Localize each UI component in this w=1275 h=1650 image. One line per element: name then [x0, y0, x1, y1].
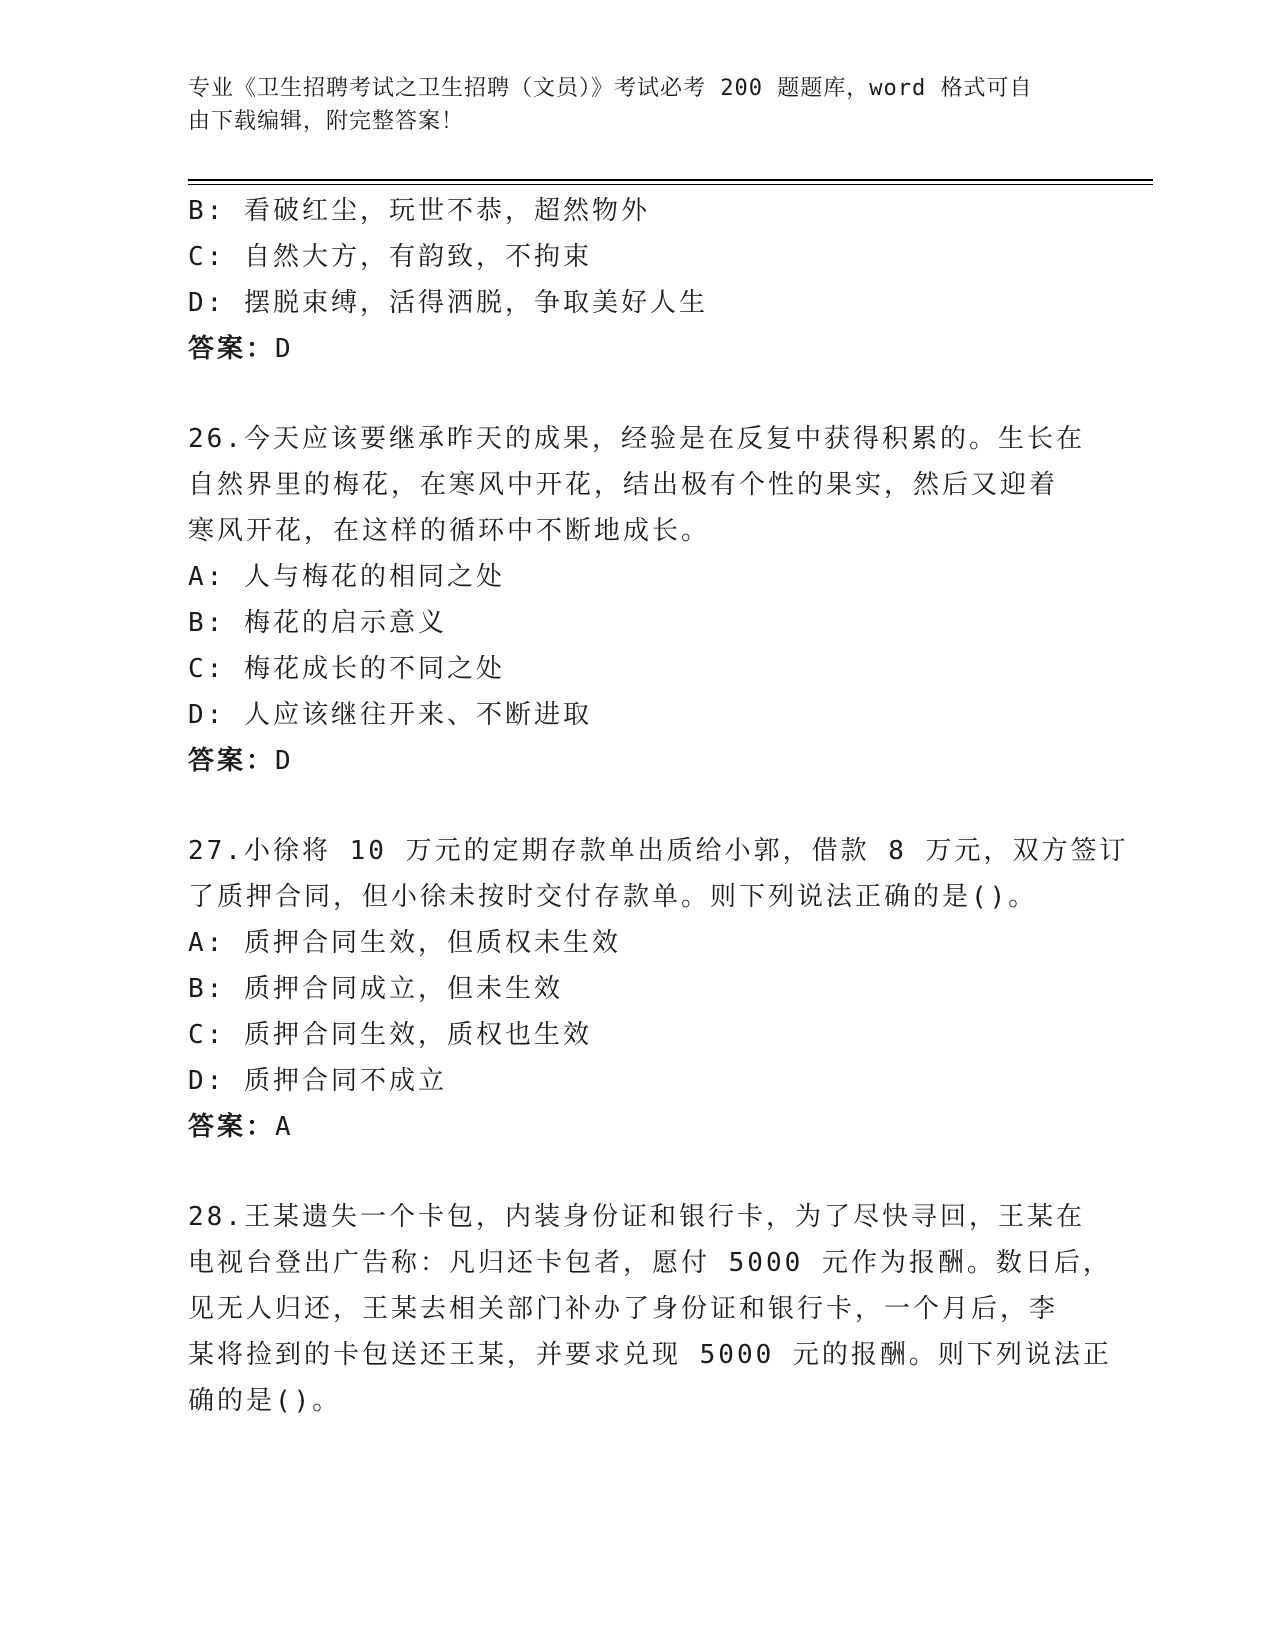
option-d: D: 人应该继往开来、不断进取	[188, 700, 592, 730]
question-26	[188, 416, 1088, 784]
question-text-line: 自然界里的梅花，在寒风中开花，结出极有个性的果实，然后又迎着	[188, 470, 1059, 500]
option-a: A: 人与梅花的相同之处	[188, 562, 505, 592]
option-a: A: 质押合同生效，但质权未生效	[188, 928, 621, 958]
question-text-line: 某将捡到的卡包送还王某，并要求兑现 5000 元的报酬。则下列说法正	[188, 1340, 1112, 1370]
question-text-line: 了质押合同，但小徐未按时交付存款单。则下列说法正确的是()。	[188, 882, 1038, 912]
question-text-line: 27.小徐将 10 万元的定期存款单出质给小郭，借款 8 万元，双方签订	[188, 836, 1129, 866]
header-line-1: 专业《卫生招聘考试之卫生招聘（文员）》考试必考 200 题题库，word 格式可自	[188, 76, 1033, 101]
answer-value: D	[275, 746, 294, 776]
option-b: B: 质押合同成立，但未生效	[188, 974, 563, 1004]
document-header	[188, 72, 1068, 138]
option-c: C: 自然大方，有韵致，不拘束	[188, 242, 592, 272]
question-text-line: 28.王某遗失一个卡包，内装身份证和银行卡，为了尽快寻回，王某在	[188, 1202, 1085, 1232]
question-text-line: 电视台登出广告称：凡归还卡包者，愿付 5000 元作为报酬。数日后，	[188, 1248, 1112, 1278]
header-line-2: 由下载编辑，附完整答案！	[188, 109, 465, 134]
question-gap	[188, 1150, 1088, 1194]
answer-label: 答案：	[188, 1112, 276, 1142]
answer-label: 答案：	[188, 334, 276, 364]
option-b: B: 梅花的启示意义	[188, 608, 447, 638]
answer-value: D	[275, 334, 294, 364]
option-b: B: 看破红尘，玩世不恭，超然物外	[188, 196, 650, 226]
question-text-line: 26.今天应该要继承昨天的成果，经验是在反复中获得积累的。生长在	[188, 424, 1085, 454]
question-27	[188, 828, 1129, 1150]
option-d: D: 摆脱束缚，活得洒脱，争取美好人生	[188, 288, 708, 318]
answer-line	[188, 738, 1088, 784]
header-rule-thick	[188, 179, 1153, 181]
answer-value: A	[275, 1112, 294, 1142]
answer-line	[188, 326, 1088, 372]
question-text-line: 见无人归还，王某去相关部门补办了身份证和银行卡，一个月后，李	[188, 1294, 1059, 1324]
question-25-tail	[188, 188, 1088, 372]
option-d: D: 质押合同不成立	[188, 1066, 447, 1096]
document-body	[188, 188, 1129, 1424]
option-c: C: 梅花成长的不同之处	[188, 654, 505, 684]
question-text-line: 寒风开花，在这样的循环中不断地成长。	[188, 516, 711, 546]
answer-line	[188, 1104, 1088, 1150]
option-c: C: 质押合同生效，质权也生效	[188, 1020, 592, 1050]
answer-label: 答案：	[188, 746, 276, 776]
question-28	[188, 1194, 1112, 1424]
header-rule-thin	[188, 184, 1153, 185]
question-gap	[188, 372, 1088, 416]
question-gap	[188, 784, 1088, 828]
question-text-line: 确的是()。	[188, 1386, 342, 1416]
